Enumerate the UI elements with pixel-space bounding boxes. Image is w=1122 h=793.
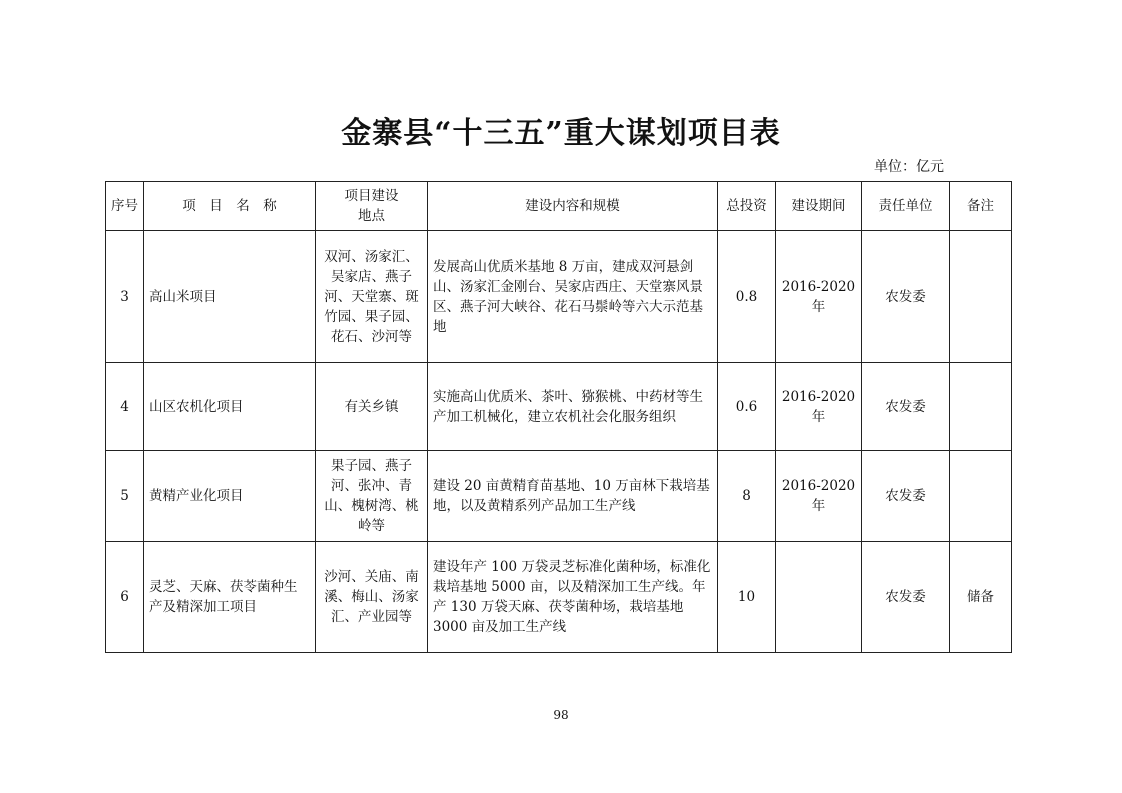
row-remark xyxy=(950,231,1012,363)
row-no: 3 xyxy=(106,231,144,363)
row-content: 实施高山优质米、茶叶、猕猴桃、中药材等生产加工机械化，建立农机社会化服务组织 xyxy=(428,363,718,451)
row-location: 双河、汤家汇、吴家店、燕子河、天堂寨、斑竹园、果子园、花石、沙河等 xyxy=(316,231,428,363)
header-remark: 备注 xyxy=(950,182,1012,231)
row-remark xyxy=(950,363,1012,451)
page-number: 98 xyxy=(553,708,569,722)
row-name: 黄精产业化项目 xyxy=(144,451,316,542)
row-no: 6 xyxy=(106,542,144,653)
row-unit: 农发委 xyxy=(862,451,950,542)
row-investment: 0.6 xyxy=(718,363,776,451)
row-unit: 农发委 xyxy=(862,363,950,451)
row-investment: 10 xyxy=(718,542,776,653)
header-location: 项目建设 地点 xyxy=(316,182,428,231)
project-table xyxy=(105,181,1012,653)
row-period: 2016-2020 年 xyxy=(776,231,862,363)
header-unit: 责任单位 xyxy=(862,182,950,231)
table-row xyxy=(106,451,1012,542)
row-name: 山区农机化项目 xyxy=(144,363,316,451)
row-period xyxy=(776,542,862,653)
row-location: 沙河、关庙、南溪、梅山、汤家汇、产业园等 xyxy=(316,542,428,653)
row-unit: 农发委 xyxy=(862,542,950,653)
table-header-row xyxy=(106,182,1012,231)
row-period: 2016-2020 年 xyxy=(776,451,862,542)
row-content: 建设年产 100 万袋灵芝标准化菌种场，标准化栽培基地 5000 亩，以及精深加工生产线。年产 130 万袋天麻、茯苓菌种场，栽培基地 3000 亩及加工生产线 xyxy=(428,542,718,653)
header-name: 项 目 名 称 xyxy=(144,182,316,231)
page-title: 金寨县“十三五”重大谋划项目表 xyxy=(341,116,781,151)
header-investment: 总投资 xyxy=(718,182,776,231)
table-row xyxy=(106,542,1012,653)
header-period: 建设期间 xyxy=(776,182,862,231)
row-remark xyxy=(950,451,1012,542)
row-remark: 储备 xyxy=(950,542,1012,653)
row-unit: 农发委 xyxy=(862,231,950,363)
row-name: 高山米项目 xyxy=(144,231,316,363)
row-name: 灵芝、天麻、茯苓菌种生产及精深加工项目 xyxy=(144,542,316,653)
row-content: 发展高山优质米基地 8 万亩，建成双河悬剑山、汤家汇金刚台、吴家店西庄、天堂寨风景区、燕子河大峡谷、花石马鬃岭等六大示范基地 xyxy=(428,231,718,363)
row-no: 4 xyxy=(106,363,144,451)
table-row xyxy=(106,363,1012,451)
row-content: 建设 20 亩黄精育苗基地、10 万亩林下栽培基地，以及黄精系列产品加工生产线 xyxy=(428,451,718,542)
row-investment: 8 xyxy=(718,451,776,542)
row-location: 果子园、燕子河、张冲、青山、槐树湾、桃岭等 xyxy=(316,451,428,542)
row-period: 2016-2020 年 xyxy=(776,363,862,451)
unit-label: 单位：亿元 xyxy=(874,159,944,175)
row-investment: 0.8 xyxy=(718,231,776,363)
row-no: 5 xyxy=(106,451,144,542)
header-no: 序号 xyxy=(106,182,144,231)
row-location: 有关乡镇 xyxy=(316,363,428,451)
header-content: 建设内容和规模 xyxy=(428,182,718,231)
table-row xyxy=(106,231,1012,363)
